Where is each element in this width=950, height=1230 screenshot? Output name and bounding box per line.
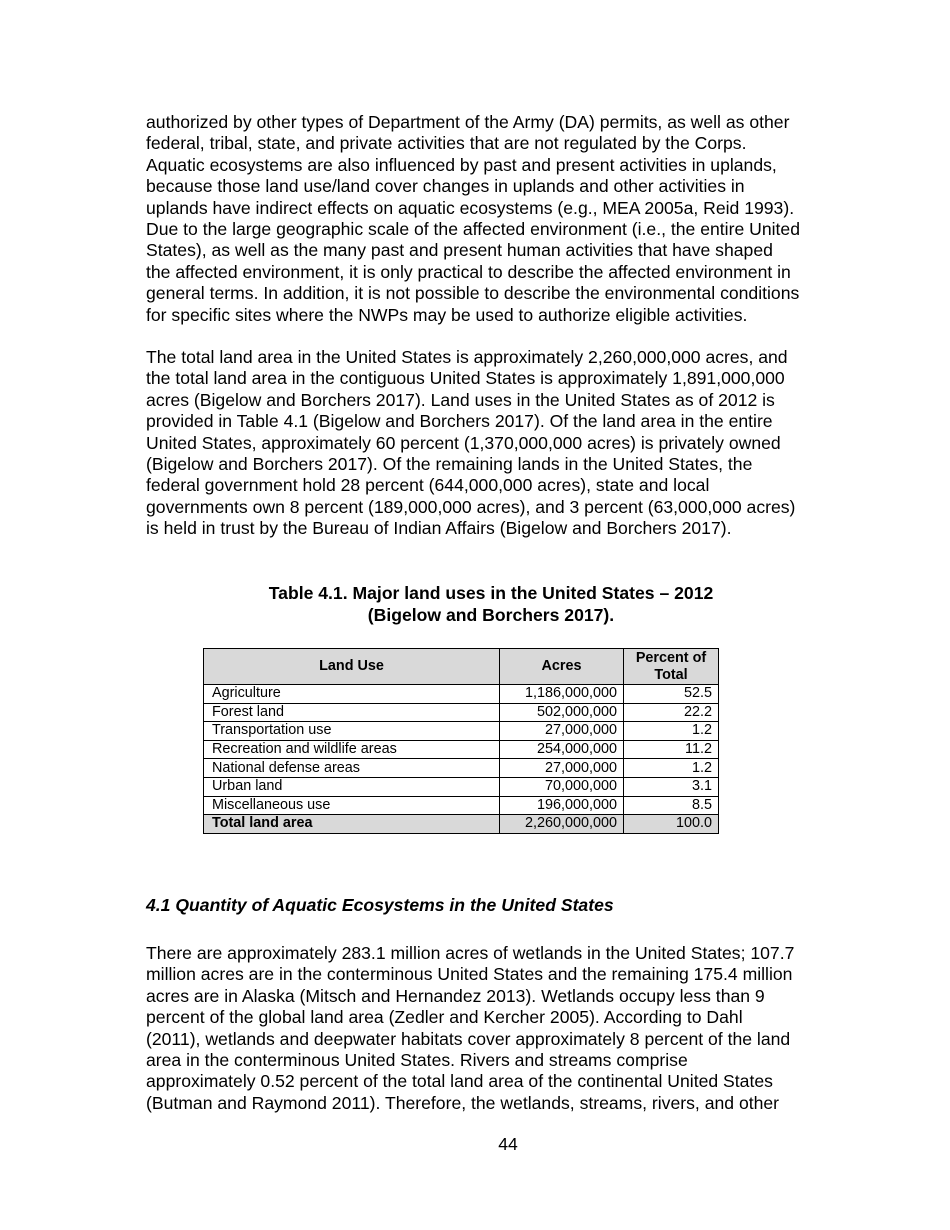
cell-percent: 8.5 [624,796,719,815]
cell-percent: 3.1 [624,777,719,796]
paragraph-land-area [146,347,846,540]
table-row [204,722,719,741]
text-line: uplands have indirect effects on aquatic ecosystems (e.g., MEA 2005a, Reid 1993). [146,197,795,218]
table-row [204,685,719,704]
table-caption-line: Table 4.1. Major land uses in the United States – 2012 [268,583,714,603]
paragraph-wetlands-quantity [146,943,846,1114]
cell-land-use: Agriculture [204,685,500,704]
cell-land-use: Miscellaneous use [204,796,500,815]
table-caption [146,583,836,626]
text-line: (2011), wetlands and deepwater habitats cover approximately 8 percent of the land [146,1028,791,1049]
text-line: the total land area in the contiguous United States is approximately 1,891,000,000 [146,368,785,389]
text-line: general terms. In addition, it is not possible to describe the environmental conditions [146,283,800,304]
text-line: federal, tribal, state, and private activities that are not regulated by the Corps. [146,133,747,154]
cell-acres: 1,186,000,000 [500,685,624,704]
table-total-row [204,815,719,834]
text-line: million acres are in the conterminous United States and the remaining 175.4 million [146,964,793,985]
cell-total-percent: 100.0 [624,815,719,834]
cell-acres: 27,000,000 [500,759,624,778]
cell-land-use: National defense areas [204,759,500,778]
cell-total-label: Total land area [204,815,500,834]
text-line: provided in Table 4.1 (Bigelow and Borchers 2017). Of the land area in the entire [146,411,773,432]
text-line: The total land area in the United States is approximately 2,260,000,000 acres, and [146,347,788,367]
table-caption-line: (Bigelow and Borchers 2017). [367,604,615,625]
land-use-table [203,648,719,834]
table-row [204,740,719,759]
header-percent-line: Total [654,666,688,683]
text-line: percent of the global land area (Zedler and Kercher 2005). According to Dahl [146,1007,743,1028]
table-row [204,703,719,722]
cell-percent: 1.2 [624,722,719,741]
cell-acres: 27,000,000 [500,722,624,741]
text-line: area in the conterminous United States. Rivers and streams comprise [146,1050,688,1071]
cell-land-use: Transportation use [204,722,500,741]
cell-land-use: Forest land [204,703,500,722]
text-line: the affected environment, it is only practical to describe the affected environment in [146,261,791,282]
text-line: (Butman and Raymond 2011). Therefore, the wetlands, streams, rivers, and other [146,1092,780,1113]
table-header-row [204,649,719,685]
header-land-use: Land Use [204,649,500,685]
cell-percent: 11.2 [624,740,719,759]
text-line: for specific sites where the NWPs may be used to authorize eligible activities. [146,304,748,325]
text-line: governments own 8 percent (189,000,000 acres), and 3 percent (63,000,000 acres) [146,496,796,517]
text-line: is held in trust by the Bureau of Indian Affairs (Bigelow and Borchers 2017). [146,518,732,539]
header-percent-line: Percent of [635,649,707,666]
header-percent [624,649,719,685]
text-line: (Bigelow and Borchers 2017). Of the remaining lands in the United States, the [146,454,753,475]
text-line: acres (Bigelow and Borchers 2017). Land uses in the United States as of 2012 is [146,389,775,410]
cell-acres: 502,000,000 [500,703,624,722]
text-line: Due to the large geographic scale of the affected environment (i.e., the entire United [146,219,800,240]
page-number: 44 [498,1134,518,1154]
cell-total-acres: 2,260,000,000 [500,815,624,834]
text-line: federal government hold 28 percent (644,000,000 acres), state and local [146,475,710,496]
table-row [204,777,719,796]
cell-land-use: Urban land [204,777,500,796]
cell-acres: 254,000,000 [500,740,624,759]
header-acres: Acres [500,649,624,685]
cell-percent: 22.2 [624,703,719,722]
text-line: United States, approximately 60 percent (1,370,000,000 acres) is privately owned [146,432,781,453]
section-heading: 4.1 Quantity of Aquatic Ecosystems in the United States [146,895,614,915]
text-line: authorized by other types of Department of the Army (DA) permits, as well as other [146,112,790,132]
text-line: approximately 0.52 percent of the total land area of the continental United States [146,1071,773,1092]
cell-acres: 196,000,000 [500,796,624,815]
table-row [204,796,719,815]
text-line: Aquatic ecosystems are also influenced by past and present activities in uplands, [146,154,777,175]
paragraph-affected-environment [146,112,846,326]
cell-percent: 1.2 [624,759,719,778]
text-line: because those land use/land cover changes in uplands and other activities in [146,176,745,197]
text-line: acres are in Alaska (Mitsch and Hernandez 2013). Wetlands occupy less than 9 [146,985,765,1006]
cell-acres: 70,000,000 [500,777,624,796]
cell-percent: 52.5 [624,685,719,704]
text-line: There are approximately 283.1 million acres of wetlands in the United States; 107.7 [146,943,795,963]
cell-land-use: Recreation and wildlife areas [204,740,500,759]
text-line: States), as well as the many past and present human activities that have shaped [146,240,773,261]
table-row [204,759,719,778]
